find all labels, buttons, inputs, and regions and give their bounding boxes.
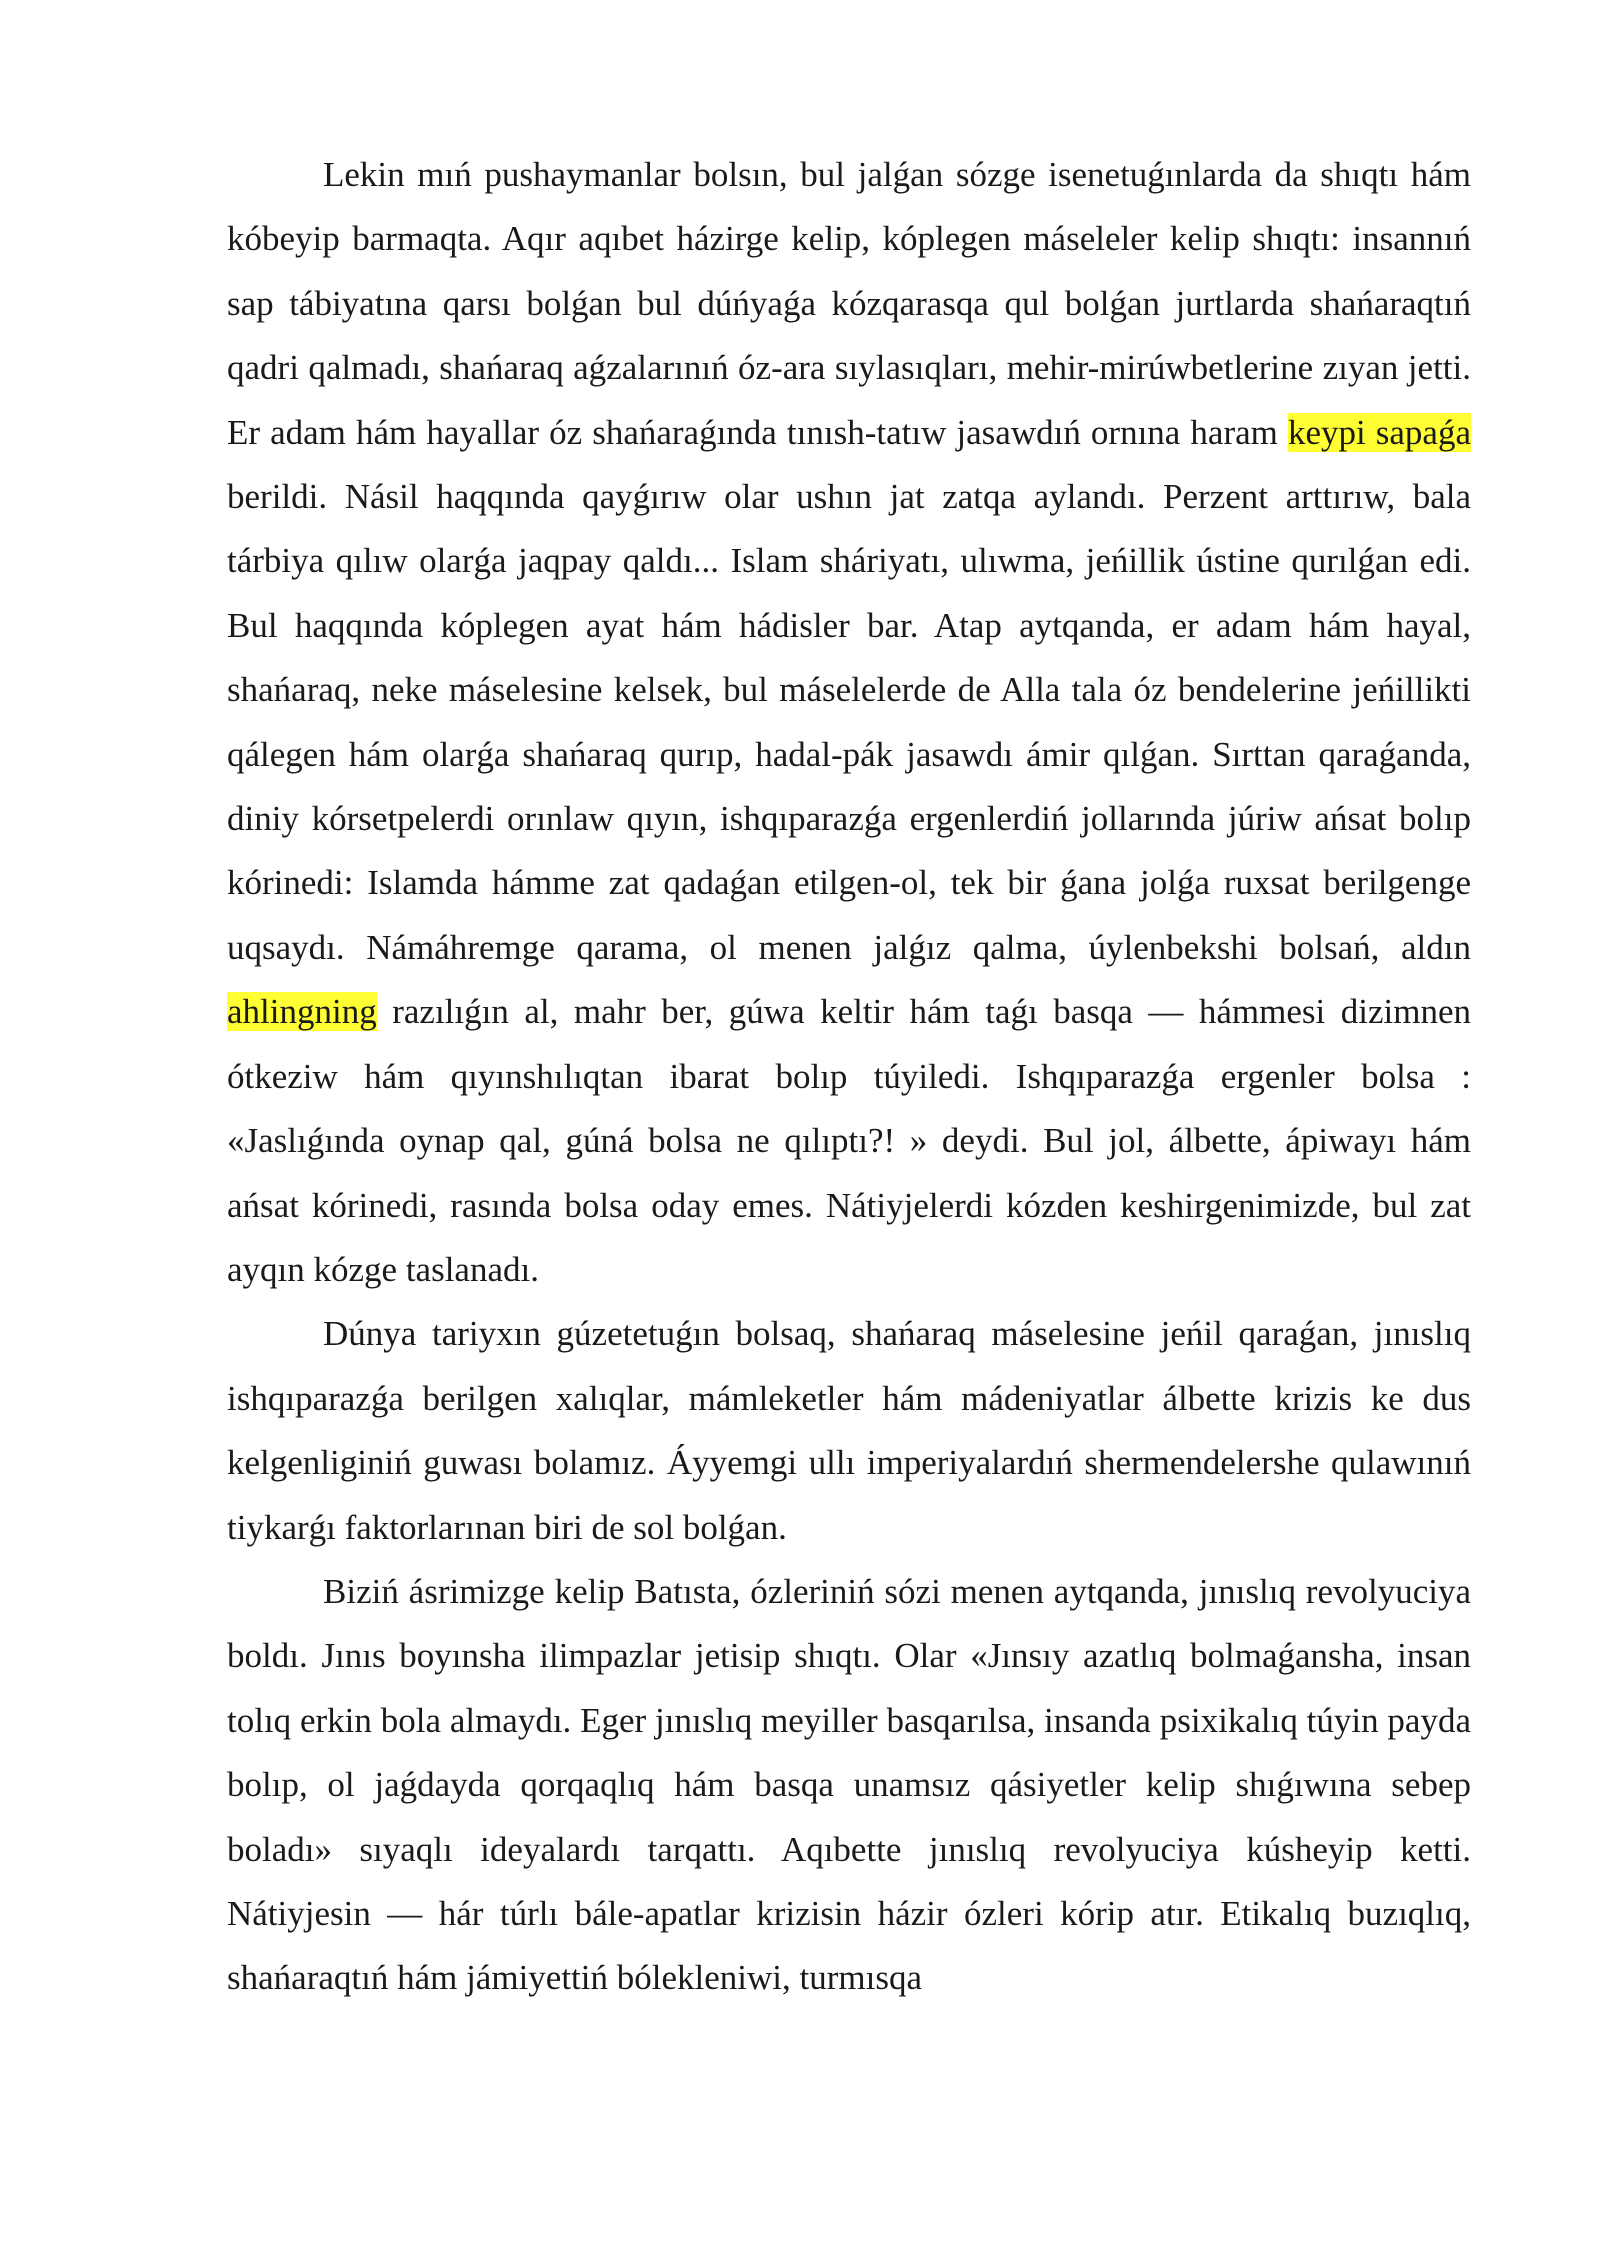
paragraph-2 [227, 1302, 1471, 1560]
document-body [227, 143, 1471, 2011]
highlighted-phrase-keypi-sapaga: keypi sapaǵa [1287, 412, 1471, 452]
paragraph-1-text-a: Lekin mıń pushaymanlar bolsın, bul jalǵan sózge isenetuǵınlarda da shıqtı hám kóbeyip barmaqta. Aqır aqıbet házirge kelip, kóplegen máseleler kelip shıqtı: insannıń sap tábiyatına qarsı bolǵan bul dúńyaǵa kózqarasqa qul bolǵan jurtlarda shańaraqtıń qadri qalmadı, shańaraq aǵzalarınıń óz-ara sıylasıqları, mehir-mirúwbetlerine zıyan jetti. Er adam hám hayallar óz shańaraǵında tınısh-tatıw jasawdıń ornına haram [227, 155, 1471, 452]
highlighted-word-ahlingning: ahlingning [227, 992, 377, 1032]
paragraph-1-text-c: razılıǵın al, mahr ber, gúwa keltir hám taǵı basqa — hámmesi dizimnen ótkeziw hám qıyınshılıqtan ibarat bolıp túyiledi. Ishqıparazǵa ergenler bolsa : «Jaslıǵında oynap qal, gúná bolsa ne qılıptı?! » deydi. Bul jol, álbette, ápiwayı hám ańsat kórinedi, rasında bolsa oday emes. Nátiyjelerdi kózden keshirgenimizde, bul zat ayqın kózge taslanadı. [227, 992, 1471, 1289]
paragraph-1-text-b: berildi. Násil haqqında qayǵırıw olar ushın jat zatqa aylandı. Perzent arttırıw, bala tárbiya qılıw olarǵa jaqpay qaldı... Islam sháriyatı, ulıwma, jeńillik ústine qurılǵan edi. Bul haqqında kóplegen ayat hám hádisler bar. Atap aytqanda, er adam hám hayal, shańaraq, neke máselesine kelsek, bul máselelerde de Alla tala óz bendelerine jeńillikti qálegen hám olarǵa shańaraq qurıp, hadal-pák jasawdı ámir qılǵan. Sırttan qaraǵanda, diniy kórsetpelerdi orınlaw qıyın, ishqıparazǵa ergenlerdiń jollarında júriw ańsat bolıp kórinedi: Islamda hámme zat qadaǵan etilgen-ol, tek bir ǵana jolǵa ruxsat berilgenge uqsaydı. Námáhremge qarama, ol menen jalǵız qalma, úylenbekshi bolsań, aldın [227, 477, 1471, 967]
paragraph-2-text: Dúnya tariyxın gúzetetuǵın bolsaq, shańaraq máselesine jeńil qaraǵan, jınıslıq ishqıparazǵa berilgen xalıqlar, mámleketler hám mádeniyatlar álbette krizis ke dus kelgenliginiń guwası bolamız. Áyyemgi ullı imperiyalardıń shermendelershe qulawınıń tiykarǵı faktorlarınan biri de sol bolǵan. [227, 1314, 1471, 1547]
paragraph-3 [227, 1560, 1471, 2011]
paragraph-3-text: Biziń ásrimizge kelip Batısta, ózleriniń sózi menen aytqanda, jınıslıq revolyuciya boldı. Jınıs boyınsha ilimpazlar jetisip shıqtı. Olar «Jınsıy azatlıq bolmaǵansha, insan tolıq erkin bola almaydı. Eger jınıslıq meyiller basqarılsa, insanda psixikalıq túyin payda bolıp, ol jaǵdayda qorqaqlıq hám basqa unamsız qásiyetler kelip shıǵıwına sebep boladı» sıyaqlı ideyalardı tarqattı. Aqıbette jınıslıq revolyuciya kúsheyip ketti. Nátiyjesin — hár túrlı bále-apatlar krizisin házir ózleri kórip atır. Etikalıq buzıqlıq, shańaraqtıń hám jámiyettiń bólekleniwi, turmısqa [227, 1571, 1471, 1998]
paragraph-1 [227, 143, 1471, 1302]
